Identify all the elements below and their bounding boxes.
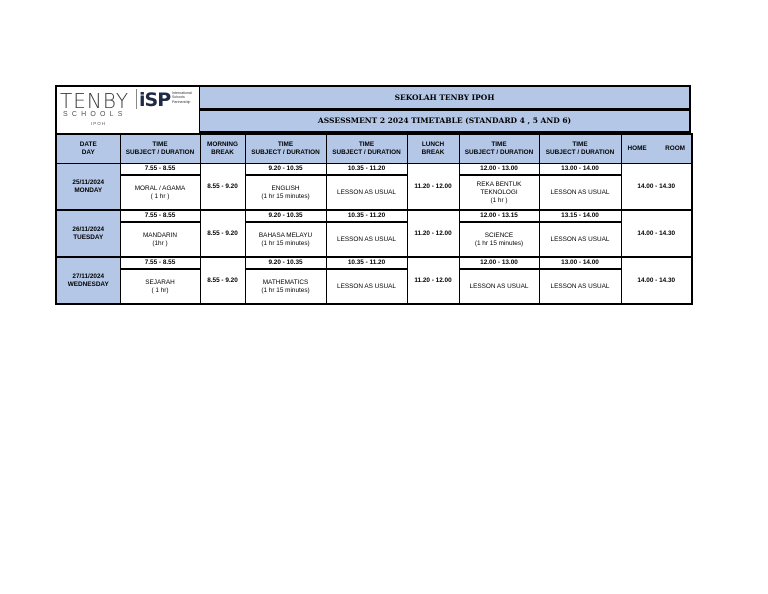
time-row	[56, 164, 692, 176]
slot5-time: 13.15 - 14.00	[539, 210, 621, 222]
title-block	[199, 85, 691, 133]
slot2-subject: BAHASA MELAYU (1 hr 15 minutes)	[245, 222, 326, 257]
isp-logo-text: iSP	[139, 89, 171, 111]
date-cell: 25/11/2024 MONDAY	[56, 164, 120, 211]
slot4-time: 12.00 - 13.15	[459, 210, 539, 222]
timetable-table	[55, 133, 693, 305]
date-cell: 26/11/2024 TUESDAY	[56, 210, 120, 257]
slot5-time: 13.00 - 14.00	[539, 164, 621, 176]
slot1-subject: MORAL / AGAMA ( 1 hr )	[120, 175, 200, 210]
slot4-subject: REKA BENTUK TEKNOLOGI (1 hr )	[459, 175, 539, 210]
school-title: SEKOLAH TENBY IPOH	[199, 85, 691, 110]
subject-row	[56, 269, 692, 304]
lunch-break-time: 11.20 - 12.00	[407, 257, 459, 304]
slot3-time: 10.35 - 11.20	[326, 257, 407, 269]
slot2-time: 9.20 - 10.35	[245, 257, 326, 269]
slot1-time: 7.55 - 8.55	[120, 164, 200, 176]
home-room-time: 14.00 - 14.30	[621, 257, 692, 304]
morning-break-time: 8.55 - 9.20	[200, 257, 245, 304]
slot2-time: 9.20 - 10.35	[245, 164, 326, 176]
slot2-subject: MATHEMATICS (1 hr 15 minutes)	[245, 269, 326, 304]
timetable-title: ASSESSMENT 2 2024 TIMETABLE (STANDARD 4 , 5 AND 6)	[199, 110, 691, 134]
logo-divider	[136, 89, 137, 109]
date-day-header: DATE DAY	[56, 134, 120, 164]
slot3-subject: LESSON AS USUAL	[326, 175, 407, 210]
slot5-subject: LESSON AS USUAL	[539, 269, 621, 304]
slot2-subject: ENGLISH (1 hr 15 minutes)	[245, 175, 326, 210]
lunch-break-time: 11.20 - 12.00	[407, 164, 459, 211]
slot1-time: 7.55 - 8.55	[120, 257, 200, 269]
timetable-sheet	[55, 85, 691, 305]
morning-break-time: 8.55 - 9.20	[200, 164, 245, 211]
morning-break-header: MORNING BREAK	[200, 134, 245, 164]
slot3-header: TIME SUBJECT / DURATION	[326, 134, 407, 164]
slot3-time: 10.35 - 11.20	[326, 164, 407, 176]
slot4-subject: LESSON AS USUAL	[459, 269, 539, 304]
slot2-time: 9.20 - 10.35	[245, 210, 326, 222]
slot4-subject: SCIENCE (1 hr 15 minutes)	[459, 222, 539, 257]
slot3-subject: LESSON AS USUAL	[326, 269, 407, 304]
slot1-header: TIME SUBJECT / DURATION	[120, 134, 200, 164]
slot5-subject: LESSON AS USUAL	[539, 222, 621, 257]
header-row	[56, 134, 692, 164]
home-room-header: HOME ROOM	[621, 134, 692, 164]
date-cell: 27/11/2024 WEDNESDAY	[56, 257, 120, 304]
time-row	[56, 210, 692, 222]
lunch-break-header: LUNCH BREAK	[407, 134, 459, 164]
slot1-time: 7.55 - 8.55	[120, 210, 200, 222]
slot1-subject: MANDARIN (1hr )	[120, 222, 200, 257]
morning-break-time: 8.55 - 9.20	[200, 210, 245, 257]
timetable-body	[56, 164, 692, 305]
slot2-header: TIME SUBJECT / DURATION	[245, 134, 326, 164]
ipoh-text: IPOH	[91, 121, 107, 126]
slot4-time: 12.00 - 13.00	[459, 164, 539, 176]
tenby-logo-text: TENBY	[60, 89, 130, 113]
subject-row	[56, 222, 692, 257]
time-row	[56, 257, 692, 269]
slot3-subject: LESSON AS USUAL	[326, 222, 407, 257]
timetable-header	[55, 85, 691, 133]
slot5-header: TIME SUBJECT / DURATION	[539, 134, 621, 164]
isp-caption: International Schools Partnership	[172, 91, 192, 104]
slot4-time: 12.00 - 13.00	[459, 257, 539, 269]
slot3-time: 10.35 - 11.20	[326, 210, 407, 222]
schools-text: SCHOOLS	[63, 111, 127, 118]
slot5-subject: LESSON AS USUAL	[539, 175, 621, 210]
home-room-time: 14.00 - 14.30	[621, 164, 692, 211]
school-logo	[55, 85, 199, 133]
slot4-header: TIME SUBJECT / DURATION	[459, 134, 539, 164]
home-room-time: 14.00 - 14.30	[621, 210, 692, 257]
slot5-time: 13.00 - 14.00	[539, 257, 621, 269]
subject-row	[56, 175, 692, 210]
lunch-break-time: 11.20 - 12.00	[407, 210, 459, 257]
slot1-subject: SEJARAH ( 1 hr)	[120, 269, 200, 304]
